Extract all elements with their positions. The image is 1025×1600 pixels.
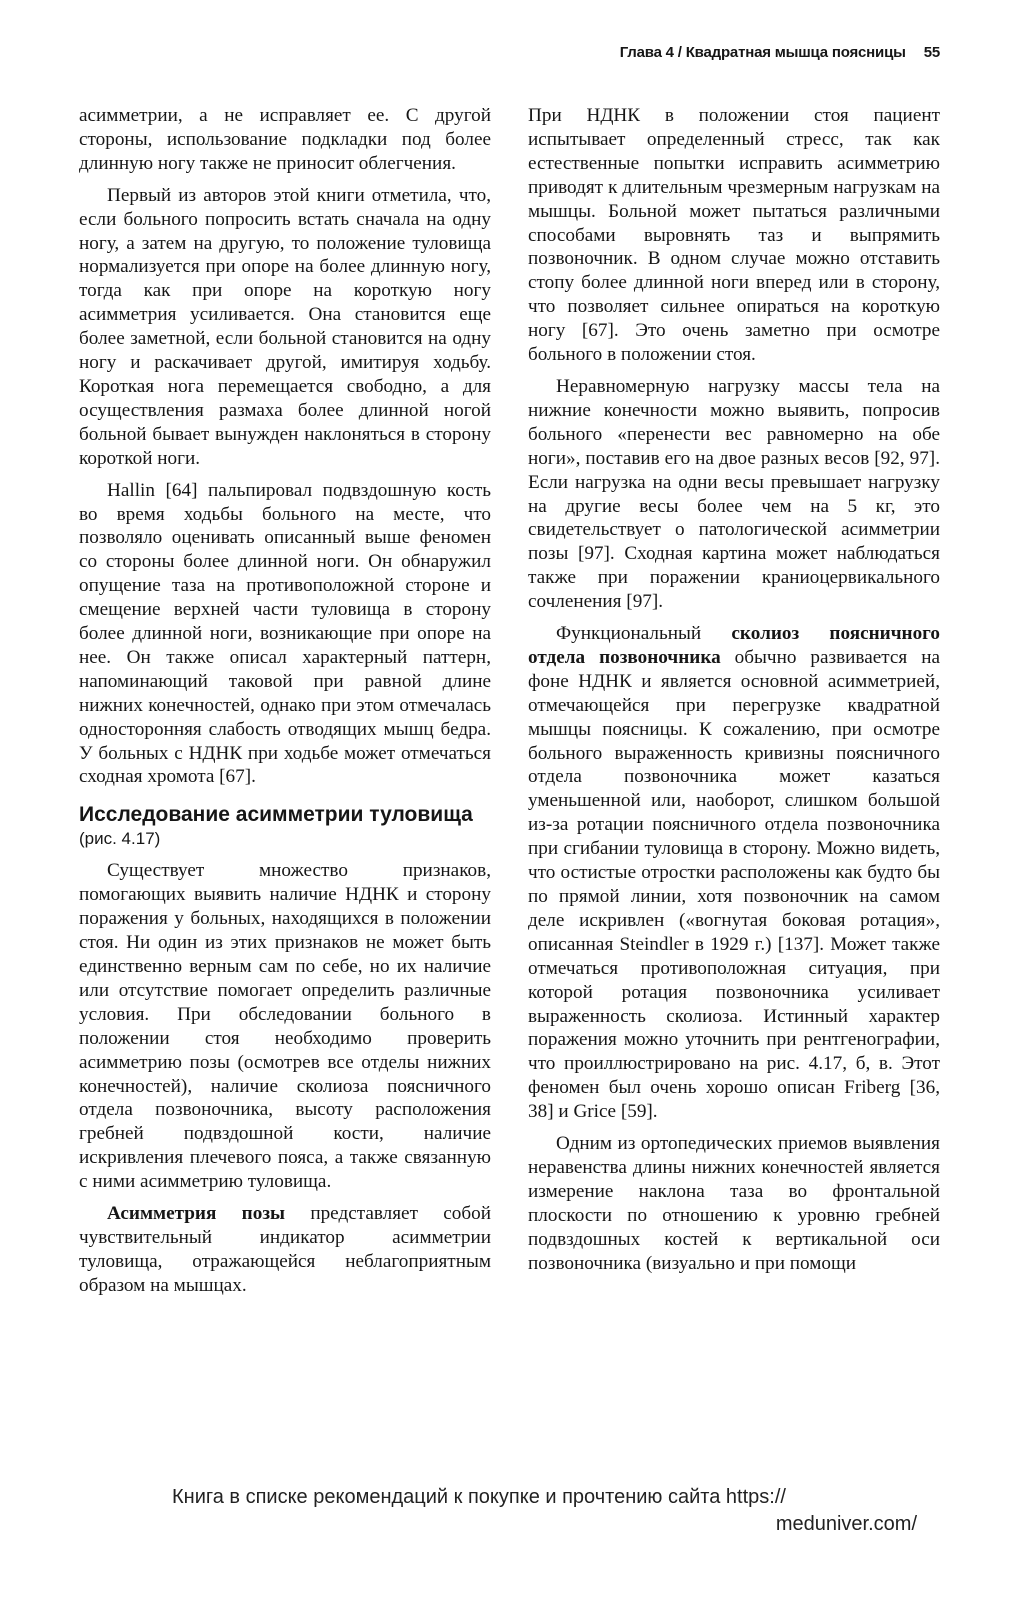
paragraph: При НДНК в положении стоя пациент испытывает определенный стресс, так как естественные попытки исправить асимметрию приводят к длительным чрезмерным нагрузкам на мышцы. Больной может пытаться различными способами выровнять таз и выпрямить позвоночник. В одном случае можно отставить стопу более длинной ноги вперед или в сторону, что позволяет сильнее опираться на короткую ногу [67]. Это очень заметно при осмотре больного в положении стоя. (528, 105, 940, 366)
right-column (528, 104, 940, 1276)
figure-reference: (рис. 4.17) (79, 829, 161, 849)
left-column (79, 104, 491, 1298)
paragraph (528, 622, 940, 1124)
paragraph: Одним из ортопедических приемов выявления неравенства длины нижних конечностей является измерение наклона таза во фронтальной плоскости по отношению к уровню гребней подвздошных костей к вертикальной оси позвоночника (визуально и при помощи (528, 1133, 940, 1274)
paragraph: асимметрии, а не исправляет ее. С другой стороны, использование подкладки под более длинную ногу также не приносит облегчения. (79, 105, 491, 174)
section-heading: Исследование асимметрии туловища (79, 803, 473, 827)
paragraph-text: обычно развивается на фоне НДНК и является основной асимметрией, отмечающейся при перегрузке квадратной мышцы поясницы. К сожалению, при осмотре больного выраженность кривизны поясничного отдела позвоночника может казаться уменьшенной или, наоборот, слишком большой из-за ротации поясничного отдела позвоночника при сгибании туловища в сторону. Можно видеть, что остистые отростки расположены как будто бы по прямой линии, хотя позвоночник на самом деле искривлен («вогнутая боковая ротация», описанная Steindler в 1929 г.) [137]. Может также отмечаться противоположная ситуация, при которой ротация позвоночника усиливает выраженность сколиоза. Истинный характер поражения можно уточнить при рентгенографии, что проиллюстрировано на рис. 4.17, б, в. Этот феномен был очень хорошо описан Friberg [36, 38] и Grice [59]. (528, 646, 940, 1123)
paragraph-text: представляет собой чувствительный индикатор асимметрии туловища, отражающейся неблагоприятным образом на мышцах. (79, 1203, 491, 1296)
bold-term: сколиоз поясничного отдела позвоночника (528, 623, 940, 668)
bold-term: Асимметрия позы (107, 1203, 286, 1225)
paragraph (79, 1202, 491, 1298)
paragraph: Первый из авторов этой книги отметила, что, если больного попросить встать сначала на одну ногу, а затем на другую, то положение туловища нормализуется при опоре на более длинную ногу, тогда как при опоре на короткую ногу асимметрия усиливается. Она становится еще более заметной, если больной становится на одну ногу и раскачивает другой, имитируя ходьбу. Короткая нога перемещается свободно, а для осуществления размаха более длинной ногой больной бывает вынужден наклоняться в сторону короткой ноги. (79, 184, 491, 469)
footer-link[interactable]: meduniver.com/ (775, 1513, 917, 1535)
paragraph: Hallin [64] пальпировал подвздошную кость во время ходьбы больного на месте, что позволяло оценивать описанный выше феномен со стороны более длинной ноги. Он обнаружил опущение таза на противоположной стороне и смещение верхней части туловища в сторону более длинной ноги, возникающие при опоре на нее. Он также описал характерный паттерн, напоминающий таковой при равной длине нижних конечностей, однако при этом отмечалась односторонняя слабость отводящих мышц бедра. У больных с НДНК при ходьбе может отмечаться сходная хромота [67]. (79, 479, 491, 788)
running-head (620, 44, 940, 61)
paragraph-lead: Функциональный (556, 623, 732, 645)
page-number: 55 (923, 44, 940, 61)
paragraph: Существует множество признаков, помогающих выявить наличие НДНК и сторону поражения у больных, находящихся в положении стоя. Ни один из этих признаков не может быть единственно верным сам по себе, но их наличие или отсутствие помогает определить различные условия. При обследовании больного в положении стоя необходимо проверить асимметрию позы (осмотрев все отделы нижних конечностей), наличие сколиоза поясничного отдела позвоночника, высоту расположения гребней подвздошной кости, наличие искривления плечевого пояса, а также связанную с ними асимметрию туловища. (79, 860, 491, 1193)
paragraph: Неравномерную нагрузку массы тела на нижние конечности можно выявить, попросив больного «перенести вес равномерно на обе ноги», поставив его на двое разных весов [92, 97]. Если нагрузка на одни весы превышает нагрузку на другие весы более чем на 5 кг, это свидетельствует о патологической асимметрии позы [97]. Сходная картина может наблюдаться также при поражении краниоцервикального сочленения [97]. (528, 375, 940, 613)
footer-line: Книга в списке рекомендаций к покупке и прочтению сайта https:// (172, 1486, 786, 1508)
chapter-title: Глава 4 / Квадратная мышца поясницы (619, 44, 906, 61)
